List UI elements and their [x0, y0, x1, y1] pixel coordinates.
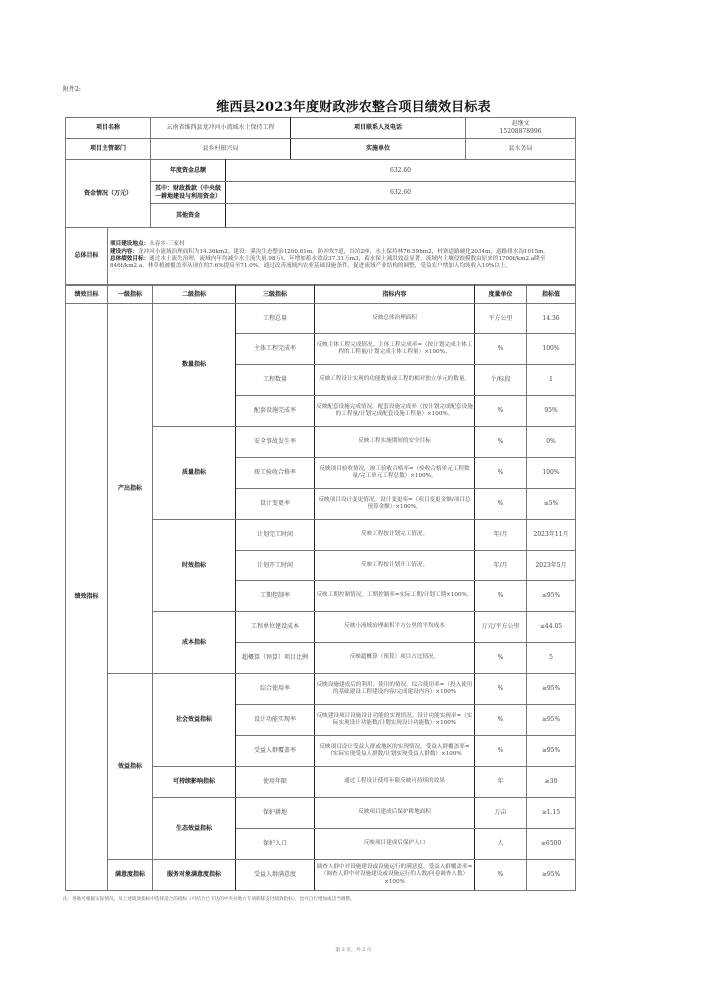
row-value: 14.36 [527, 304, 576, 334]
row-content: 反映工程实施期间的安全目标 [315, 427, 475, 458]
level2-timeliness: 时效指标 [153, 520, 236, 612]
row-name: 工期控制率 [236, 581, 315, 612]
row-content: 调查人群中对设施建设或设施运行的满意度。受益人群覆盖率=（调查人群中对设施建设或设施运行的人数/问卷调查人数）×100% [315, 860, 475, 891]
row-unit: 万元/平方公里 [475, 612, 527, 643]
row-value: ≤95% [527, 581, 576, 612]
level2-cost: 成本指标 [153, 612, 236, 674]
row-name: 综合使用率 [236, 674, 315, 705]
row-content: 反映项目建成后保护人口 [315, 829, 475, 860]
row-name: 工程数量 [236, 365, 315, 396]
row-value: ≥6500 [527, 829, 576, 860]
perf-goal-label: 绩效指标 [66, 304, 108, 891]
row-content: 反映项目建成后保护耕地面积 [315, 798, 475, 829]
row-value: 100% [527, 458, 576, 489]
level2-social: 社会效益指标 [153, 674, 236, 767]
row-name: 竣工验收合格率 [236, 458, 315, 489]
row-name: 受益人群覆盖率 [236, 736, 315, 767]
table-row [66, 304, 576, 334]
dept-value: 县乡村振兴局 [151, 139, 291, 160]
row-unit: 平方公里 [475, 304, 527, 334]
row-value: 5 [527, 643, 576, 674]
row-name: 受益人群满意度 [236, 860, 315, 891]
funds-total-label: 年度资金总额 [151, 160, 226, 182]
page-number: 第 2 页，共 2 页 [335, 948, 372, 953]
level2-service-satisfaction: 服务对象满意度指标 [153, 860, 236, 891]
row-unit: % [475, 427, 527, 458]
row-value: 2023年11月 [527, 520, 576, 551]
row-unit: % [475, 489, 527, 520]
row-name: 工程单位建设成本 [236, 612, 315, 643]
row-unit: 年/月 [475, 551, 527, 581]
row-content: 反映工程按计划完工情况。 [315, 520, 475, 551]
row-unit: % [475, 396, 527, 427]
header-row [66, 286, 576, 304]
row-content: 反映工程按计划开工情况。 [315, 551, 475, 581]
header-level3: 三级指标 [236, 286, 315, 304]
impl-value: 县水务局 [466, 139, 576, 160]
row-name: 使用年限 [236, 767, 315, 798]
funds-table [65, 159, 576, 228]
content-label: 建设内容： [110, 248, 138, 255]
row-unit: % [475, 581, 527, 612]
project-info-table [65, 117, 576, 160]
level1-satisfaction: 满意度指标 [108, 860, 153, 891]
row-name: 计划开工时间 [236, 551, 315, 581]
row-value: ≥1.15 [527, 798, 576, 829]
row-content: 反映工程设计实现的功能数量或工程的相对独立单元的数量。 [315, 365, 475, 396]
location-label: 项目建设地点： [110, 241, 150, 248]
header-goal: 绩效目标 [66, 286, 108, 304]
row-unit: 人 [475, 829, 527, 860]
row-content: 反映建设项目设施设计功能的实现情况。设计功能实现率=（实际实现设计功能数/计划实现设计功能数）×100% [315, 705, 475, 736]
row-value: ≥95% [527, 674, 576, 705]
funds-fiscal-label: 其中：财政拨款（中央级一耕地建设与利用资金） [151, 182, 226, 204]
row-content: 反映总体治理面积 [315, 304, 475, 334]
row-content: 反映工期控制情况。工期控制率=实际工期/计划工期×100%。 [315, 581, 475, 612]
target-value: 通过水土流失治理，流域内年均减少水土流失量.98万t，年增加蓄水效益37.31万m3，蓄水保土减洪效益显著，流域内土壤侵蚀模数由原来的1700t/km2.a降至846t/km2.a，林草植被覆盖率从现在的7.6%提高至71.0%，通过改善流域内农业基础设施条件，促进流域产业结构的调整，受益农户增加人均纯收入10%以上。 [110, 256, 546, 270]
row-name: 超概算（预算）项目比例 [236, 643, 315, 674]
header-value: 指标值 [527, 286, 576, 304]
project-name-value: 云南省维西县龙冲河小流域水土保持工程 [151, 118, 291, 139]
row-content: 反映项目设计变更情况。设计变更率=（项目变更金额/项目总预算金额）×100%。 [315, 489, 475, 520]
row-value: 1 [527, 365, 576, 396]
row-content: 反映小流域治理面积平方公里的平均成本 [315, 612, 475, 643]
row-value: 100% [527, 334, 576, 365]
row-content: 反映项目设计受益人群或地区的实现情况。受益人群覆盖率=（实际实现受益人群数/计划实现受益人群数）×100% [315, 736, 475, 767]
table-row [66, 674, 576, 705]
impl-label: 实施单位 [291, 139, 466, 160]
row-name: 保护耕地 [236, 798, 315, 829]
level1-output: 产出指标 [108, 304, 153, 674]
row-unit: 个/标段 [475, 365, 527, 396]
project-name-label: 项目名称 [66, 118, 151, 139]
row-value: ≥95% [527, 860, 576, 891]
header-unit: 度量单位 [475, 286, 527, 304]
row-value: ≤44.05 [527, 612, 576, 643]
row-unit: % [475, 334, 527, 365]
row-unit: % [475, 643, 527, 674]
level2-sustainability: 可持续影响指标 [153, 767, 236, 798]
location-value: 永春乡-三家村 [149, 241, 185, 248]
table-row [66, 860, 576, 891]
overall-goal-table [65, 227, 576, 285]
funds-total-value: 632.60 [226, 160, 576, 182]
contact-value [466, 118, 576, 139]
row-content: 反映配套设施完成情况。配套设施完成率（按计划完成配套设施的工程量/计划完成配套设施工程量）×100%。 [315, 396, 475, 427]
content-value: 龙冲河小流域治理面积为14.36km2。建设：溪沟生态整治1200.61m，防冲坎7道，谷坊2座，水土保持林76.59hm2，村寨道路硬化2034m，道路排水沟1015m。 [137, 248, 550, 255]
header-level2: 二级指标 [153, 286, 236, 304]
overall-goal-label: 总体目标 [66, 228, 108, 285]
performance-table [65, 285, 576, 891]
footnote: 注：各地可根据实际情况，从上述绩效指标中选择适合的指标（可结合已下达的中央对地方专项转移支付绩效指标），也可自行增加或适当调整。 [63, 897, 355, 902]
row-name: 配套设施完成率 [236, 396, 315, 427]
row-unit: 万亩 [475, 798, 527, 829]
row-value: ≥95% [527, 705, 576, 736]
contact-phone: 15208878996 [499, 128, 542, 135]
funds-other-value [226, 204, 576, 228]
overall-goal-text [108, 228, 576, 285]
funds-label: 资金情况（万元） [66, 160, 151, 228]
row-unit: % [475, 705, 527, 736]
funds-other-label: 其他资金 [151, 204, 226, 228]
dept-label: 项目主管部门 [66, 139, 151, 160]
row-name: 工程总量 [236, 304, 315, 334]
row-unit: % [475, 736, 527, 767]
level2-ecological: 生态效益指标 [153, 798, 236, 860]
row-content: 通过工程设计使用年限反映可持续的效果 [315, 767, 475, 798]
row-value: 2023年5月 [527, 551, 576, 581]
funds-fiscal-value: 632.60 [226, 182, 576, 204]
level2-quality: 质量指标 [153, 427, 236, 520]
row-name: 设计功能实现率 [236, 705, 315, 736]
row-value: ≤5% [527, 489, 576, 520]
contact-name: 赵继文 [511, 120, 530, 127]
row-name: 安全事故发生率 [236, 427, 315, 458]
row-unit: % [475, 458, 527, 489]
row-value: 95% [527, 396, 576, 427]
header-content: 指标内容 [315, 286, 475, 304]
header-level1: 一级指标 [108, 286, 153, 304]
row-unit: % [475, 674, 527, 705]
level2-quantity: 数量指标 [153, 304, 236, 427]
page-title: 维西县2023年度财政涉农整合项目绩效目标表 [216, 100, 491, 115]
row-unit: 年 [475, 767, 527, 798]
row-content: 反映主体工程完成情况。主体工程完成率=（按计划完成主体工程的工程量/计划完成主体工程量）×100%。 [315, 334, 475, 365]
contact-label: 项目联系人及电话 [291, 118, 466, 139]
row-value: ≥95% [527, 736, 576, 767]
row-content: 反映超概算（预算）项目占比情况。 [315, 643, 475, 674]
row-content: 反映设施建成后的利用、使用的情况。综合使用率=（投入使用的基础建设工程建设内容/完成建设内容）×100% [315, 674, 475, 705]
attachment-label: 附件2: [63, 86, 81, 93]
row-value: 0% [527, 427, 576, 458]
row-value: ≥30 [527, 767, 576, 798]
row-unit: 年/月 [475, 520, 527, 551]
row-name: 设计变更率 [236, 489, 315, 520]
level1-benefit: 效益指标 [108, 674, 153, 860]
row-unit: % [475, 860, 527, 891]
row-name: 主体工程完成率 [236, 334, 315, 365]
target-label: 总体绩效目标： [110, 256, 150, 262]
row-name: 计划完工时间 [236, 520, 315, 551]
row-name: 保护人口 [236, 829, 315, 860]
row-content: 反映项目验收情况。竣工验收合格率=（验收合格单元工程数量/完工单元工程总数）×100%。 [315, 458, 475, 489]
